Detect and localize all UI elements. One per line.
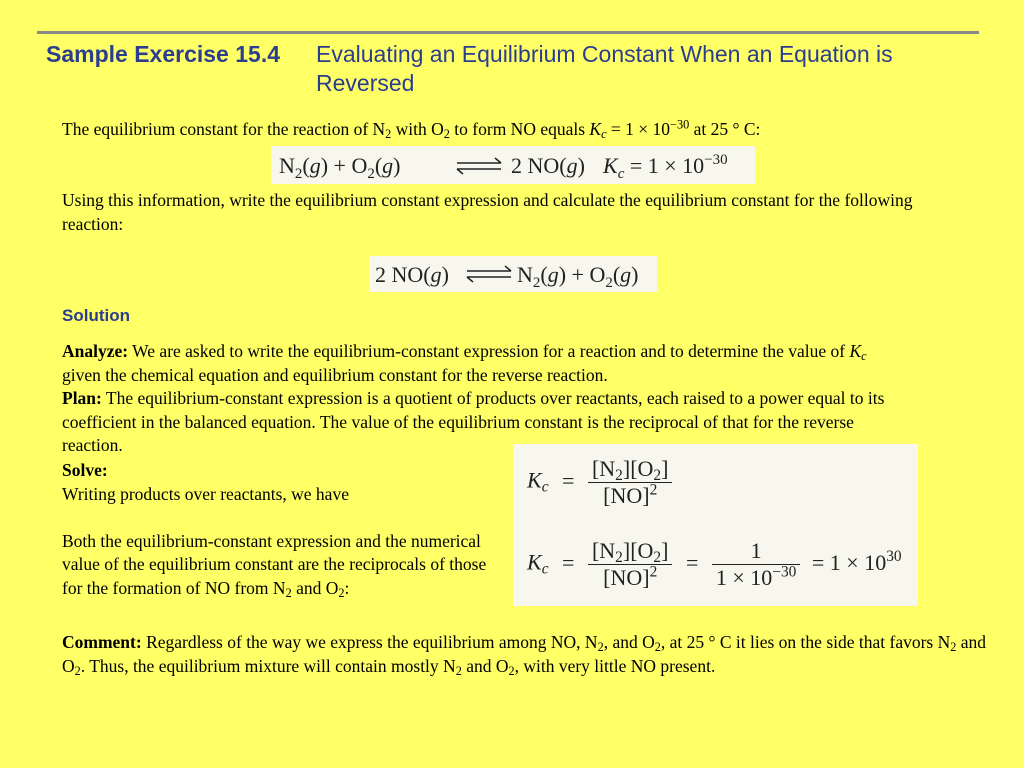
kc-expression-box — [513, 444, 918, 606]
kc-expression: $K_c$ = $\frac{[N_2][O_2]}{[NO]^2}$ — [527, 456, 672, 509]
solve-text: Solve: Writing products over reactants, we have Both the equilibrium-constant expression and the numerical value of the equilibrium constant are the reciprocals of those for the formation of NO from $N_2$ and $O_2$: — [62, 460, 487, 600]
question-text: Using this information, write the equilibrium constant expression and calculate the equilibrium constant for the following reaction: — [62, 190, 913, 234]
kc-calculation: $K_c$ = $\frac{[N_2][O_2]}{[NO]^2}$ = $\frac{1}{1 \times 10^{-30}}$ = $1 \times 10^{30}$ — [527, 538, 902, 590]
forward-reaction-svg — [271, 146, 755, 184]
analyze-plan-text: Analyze: We are asked to write the equilibrium-constant expression for a reaction and to determine the value of $K_c$ given the chemical equation and equilibrium constant for the reverse reaction. Plan: The equilibrium-constant expression is a quotient of products over reactants, each raised to a power equal to its coefficient in the balanced equation. The value of the equilibrium constant is the reciprocal of that for the reverse reaction. — [62, 341, 885, 455]
svg-text:2 NO(g): 2 NO(g) — [375, 262, 449, 287]
exercise-title: Evaluating an Equilibrium Constant When an Equation is Reversed — [316, 41, 893, 96]
forward-reaction-equation — [271, 146, 755, 184]
svg-text:N2(g) + O2(g): $N_2(g) + O_2(g)$ — [279, 153, 401, 182]
reverse-reaction-equation — [369, 256, 657, 292]
svg-text:2 NO(g): 2 NO(g) — [511, 153, 585, 178]
intro-text: The equilibrium constant for the reaction of $N_2$ with $O_2$ to form NO equals $K_c = 1 \times 10^{-30}$ at 25 ° C: — [62, 117, 761, 142]
page-title — [46, 40, 893, 96]
exercise-number: Sample Exercise 15.4 — [46, 41, 280, 67]
comment-text: Comment: Regardless of the way we express the equilibrium among NO, $N_2$, and $O_2$, at 25 ° C it lies on the side that favors $N_2$ and $O_2$. Thus, the equilibrium mixture will contain mostly $N_2$ and $O_2$, with very little NO present. — [62, 632, 987, 678]
title-divider — [37, 31, 979, 34]
solve-reciprocal-text: Both the equilibrium-constant expression and the numerical value of the equilibrium constant are the reciprocals of those for the formation of NO from $N_2$ and $O_2$: — [62, 530, 487, 600]
svg-text:Kc = 1 × 10−30: $K_c = 1 \times 10^{-30}$ — [603, 152, 728, 182]
svg-text:N2(g) + O2(g): $N_2(g) + O_2(g)$ — [517, 262, 639, 291]
reverse-reaction-svg — [369, 256, 657, 292]
solution-heading: Solution — [62, 306, 130, 325]
